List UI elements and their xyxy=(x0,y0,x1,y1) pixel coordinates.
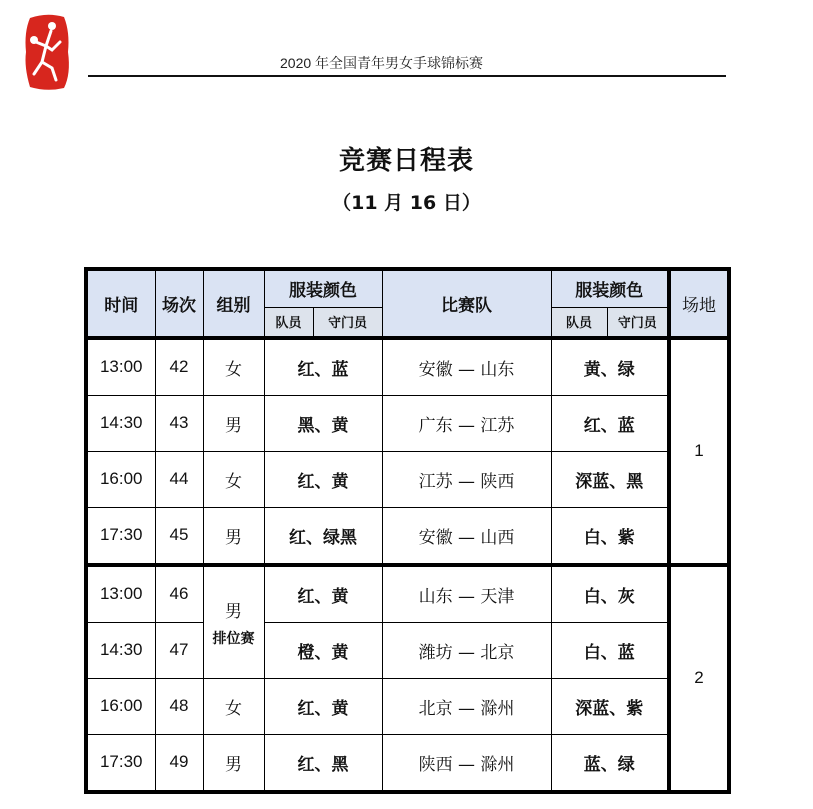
document-header-text: 2020 年全国青年男女手球锦标赛 xyxy=(280,55,484,71)
cell-time: 16:00 xyxy=(86,678,155,734)
schedule-table xyxy=(84,267,731,794)
cell-right-colors: 深蓝、紫 xyxy=(551,678,669,734)
cell-venue: 1 xyxy=(669,338,729,565)
cell-left-colors: 红、黄 xyxy=(264,678,382,734)
page-subtitle-date: （11 月 16 日） xyxy=(332,192,481,214)
cell-left-colors: 黑、黄 xyxy=(264,395,382,451)
header-divider xyxy=(88,75,726,77)
cell-time: 17:30 xyxy=(86,734,155,792)
cell-time: 16:00 xyxy=(86,451,155,507)
cell-left-colors: 红、黄 xyxy=(264,451,382,507)
table-row xyxy=(86,507,729,565)
cell-time: 14:30 xyxy=(86,395,155,451)
header-match: 场次 xyxy=(155,269,203,338)
cell-right-colors: 黄、绿 xyxy=(551,338,669,396)
cell-teams: 江苏 — 陕西 xyxy=(382,451,551,507)
group-label: 男 xyxy=(225,601,242,622)
cell-right-colors: 深蓝、黑 xyxy=(551,451,669,507)
page-title: 竞赛日程表 xyxy=(338,146,474,176)
header-time: 时间 xyxy=(86,269,155,338)
cell-teams: 陕西 — 滁州 xyxy=(382,734,551,792)
cell-left-colors: 红、蓝 xyxy=(264,338,382,396)
header-left-keeper: 守门员 xyxy=(313,307,382,338)
header-right-player: 队员 xyxy=(551,307,607,338)
cell-teams: 山东 — 天津 xyxy=(382,565,551,623)
cell-group: 男 xyxy=(203,507,264,565)
cell-match: 43 xyxy=(155,395,203,451)
cell-group: 男 xyxy=(203,395,264,451)
cell-group-merged xyxy=(203,565,264,679)
cell-time: 13:00 xyxy=(86,338,155,396)
header-teams: 比赛队 xyxy=(382,269,551,338)
handball-player-logo-icon xyxy=(22,12,72,92)
cell-right-colors: 白、紫 xyxy=(551,507,669,565)
cell-teams: 安徽 — 山东 xyxy=(382,338,551,396)
cell-teams: 安徽 — 山西 xyxy=(382,507,551,565)
cell-left-colors: 橙、黄 xyxy=(264,622,382,678)
table-row xyxy=(86,395,729,451)
cell-group: 女 xyxy=(203,451,264,507)
cell-match: 47 xyxy=(155,622,203,678)
cell-right-colors: 蓝、绿 xyxy=(551,734,669,792)
cell-match: 44 xyxy=(155,451,203,507)
cell-right-colors: 红、蓝 xyxy=(551,395,669,451)
cell-group: 女 xyxy=(203,338,264,396)
cell-match: 42 xyxy=(155,338,203,396)
cell-match: 49 xyxy=(155,734,203,792)
cell-teams: 广东 — 江苏 xyxy=(382,395,551,451)
table-row xyxy=(86,338,729,396)
cell-right-colors: 白、灰 xyxy=(551,565,669,623)
cell-time: 13:00 xyxy=(86,565,155,623)
cell-left-colors: 红、黑 xyxy=(264,734,382,792)
header-uniform-right: 服装颜色 xyxy=(551,269,669,307)
header-group: 组别 xyxy=(203,269,264,338)
header-left-player: 队员 xyxy=(264,307,313,338)
table-row xyxy=(86,734,729,792)
cell-match: 46 xyxy=(155,565,203,623)
cell-match: 48 xyxy=(155,678,203,734)
cell-group: 男 xyxy=(203,734,264,792)
table-row xyxy=(86,622,729,678)
table-row xyxy=(86,678,729,734)
cell-right-colors: 白、蓝 xyxy=(551,622,669,678)
cell-teams: 潍坊 — 北京 xyxy=(382,622,551,678)
header-uniform-left: 服装颜色 xyxy=(264,269,382,307)
cell-left-colors: 红、黄 xyxy=(264,565,382,623)
cell-group: 女 xyxy=(203,678,264,734)
cell-teams: 北京 — 滁州 xyxy=(382,678,551,734)
cell-time: 14:30 xyxy=(86,622,155,678)
cell-match: 45 xyxy=(155,507,203,565)
cell-left-colors: 红、绿黑 xyxy=(264,507,382,565)
table-row xyxy=(86,565,729,623)
header-right-keeper: 守门员 xyxy=(607,307,669,338)
group-note: 排位赛 xyxy=(212,630,255,647)
table-row xyxy=(86,451,729,507)
cell-time: 17:30 xyxy=(86,507,155,565)
cell-venue: 2 xyxy=(669,565,729,792)
header-venue: 场地 xyxy=(669,269,729,338)
